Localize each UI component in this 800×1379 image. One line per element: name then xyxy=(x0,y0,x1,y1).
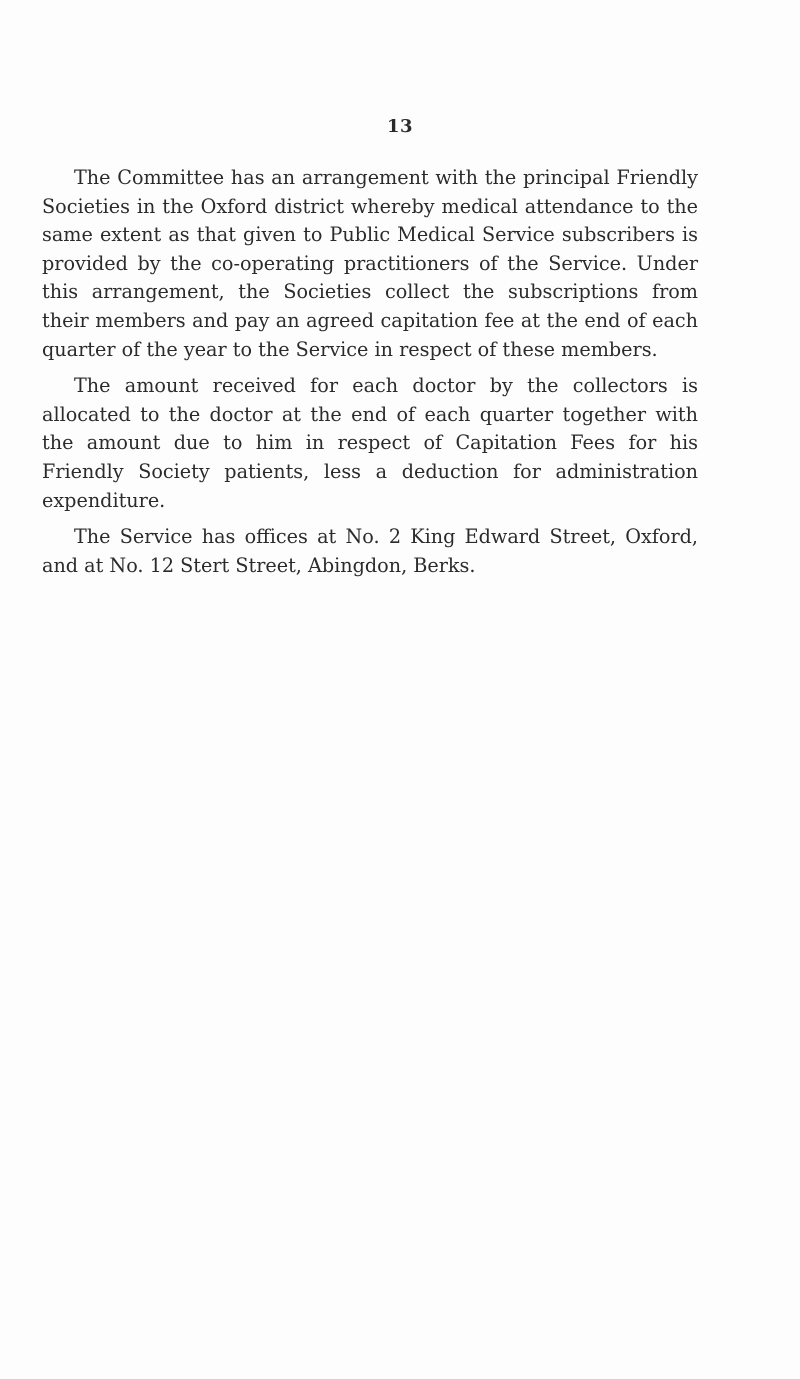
paragraph-friendly-societies-arrangement: The Committee has an arrangement with the principal Friendly Societies in the Oxford district whereby medical attendance to the same extent as that given to Public Medical Service subscribers is provided by the co-operating practitioners of the Service. Under this arrangement, the Societies collect the subscriptions from their members and pay an agreed capitation fee at the end of each quarter of the year to the Service in respect of these members. xyxy=(42,166,698,361)
paragraph-collector-allocation: The amount received for each doctor by the collectors is allocated to the doctor at the end of each quarter together with the amount due to him in respect of Capitation Fees for his Friendly Society patients, less a deduction for administration expenditure. xyxy=(42,374,698,512)
body-text xyxy=(42,164,698,588)
paragraph-office-addresses: The Service has offices at No. 2 King Edward Street, Oxford, and at No. 12 Stert Street, Abingdon, Berks. xyxy=(42,525,698,577)
page-number: 13 xyxy=(386,116,414,137)
